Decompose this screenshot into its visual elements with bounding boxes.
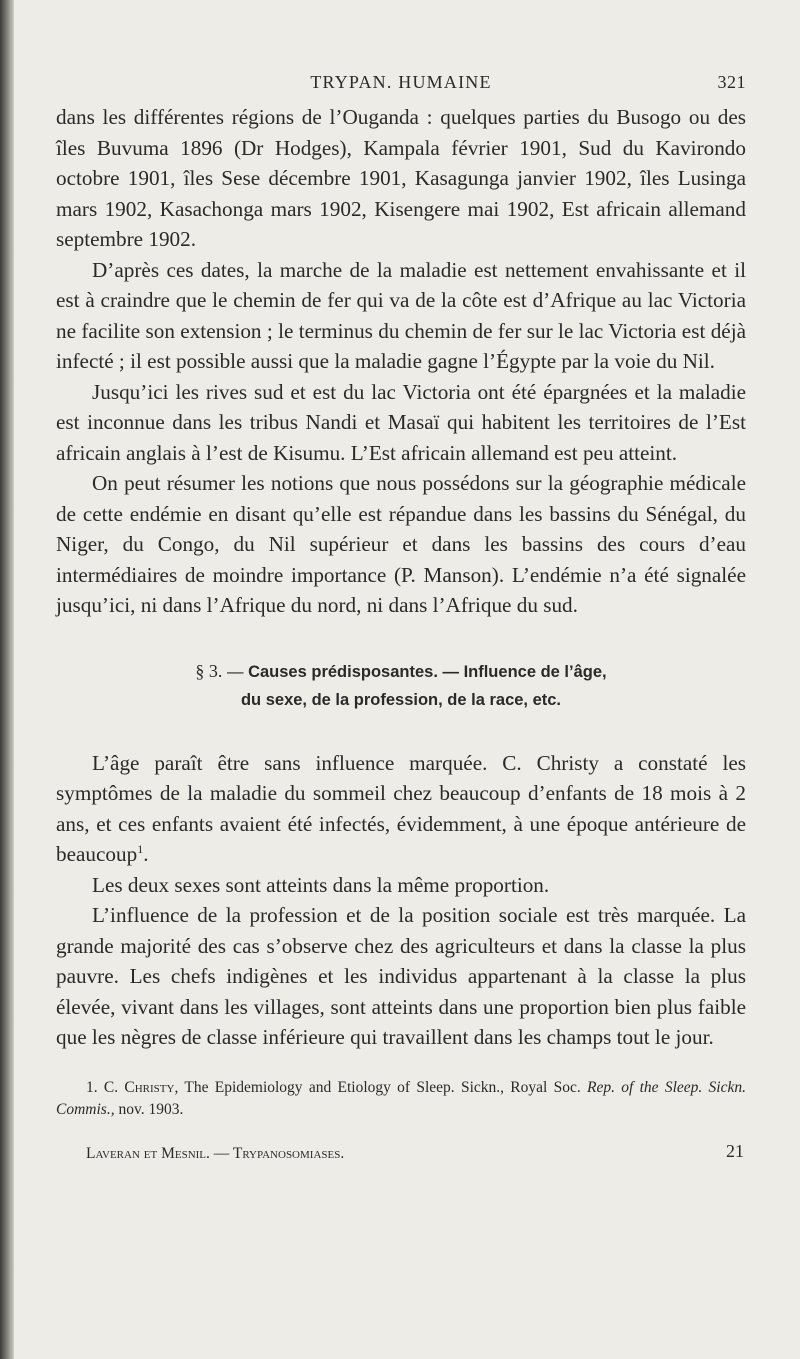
section-heading-line-2 <box>56 686 746 714</box>
body-text-top <box>56 102 746 621</box>
paragraph-7: L’influence de la profession et de la position sociale est très marquée. La grande majorité des cas s’observe chez des agriculteurs et dans la classe la plus pauvre. Les chefs indigènes et les individus appartenant à la classe la plus élevée, vivant dans les villages, sont atteints dans une proportion bien plus faible que les nègres de classe inférieure qui travaillent dans les champs tout le jour. <box>56 903 746 1049</box>
book-page <box>56 0 746 1171</box>
section-heading-line-1 <box>56 657 746 686</box>
footnote <box>56 1077 746 1121</box>
signature-authors: Laveran et Mesnil. — Trypanosomiases. <box>86 1144 345 1162</box>
footnote-author: C. Christy, <box>103 1078 179 1096</box>
signature-line <box>56 1141 746 1171</box>
footnote-reference[interactable]: 1 <box>137 841 144 856</box>
footnote-text: The Epidemiology and Etiology of Sleep. Sickn., Royal Soc. <box>184 1078 581 1096</box>
paragraph-5 <box>56 748 746 870</box>
paragraph-2: D’après ces dates, la marche de la maladie est nettement envahissante et il est à craindre que le chemin de fer qui va de la côte est d’Afrique au lac Victoria ne facilite son extension ; le terminus du chemin de fer sur le lac Victoria est déjà infecté ; il est possible aussi que la maladie gagne l’Égypte par la voie du Nil. <box>56 257 746 373</box>
page-number: 321 <box>717 72 746 92</box>
footnote-date: nov. 1903. <box>118 1100 184 1118</box>
paragraph-1: dans les différentes régions de l’Ouganda : quelques parties du Busogo ou des îles Buvuma 1896 (Dr Hodges), Kampala février 1901, Sud du Kavirondo octobre 1901, îles Sese décembre 1901, Kasagunga janvier 1902, îles Lusinga mars 1902, Kasachonga mars 1902, Kisengere mai 1902, Est africain allemand septembre 1902. <box>56 105 746 251</box>
footnote-journal: Rep. of the Sleep. Sickn. Commis., <box>56 1078 746 1118</box>
body-text-bottom <box>56 748 746 1053</box>
section-subtitle: du sexe, de la profession, de la race, etc. <box>240 690 562 709</box>
paragraph-5-end: . <box>143 842 149 866</box>
binding-gutter <box>0 0 14 1359</box>
paragraph-6: Les deux sexes sont atteints dans la même proportion. <box>92 872 550 897</box>
running-head-title: TRYPAN. HUMAINE <box>310 72 492 92</box>
section-dash: — <box>226 662 244 681</box>
paragraph-3: Jusqu’ici les rives sud et est du lac Victoria ont été épargnées et la maladie est inconnue dans les tribus Nandi et Masaï qui habitent les territoires de l’Est africain anglais à l’est de Kisumu. L’Est africain allemand est peu atteint. <box>56 379 746 465</box>
paragraph-4: On peut résumer les notions que nous possédons sur la géographie médicale de cette endémie en disant qu’elle est répandue dans les bassins du Sénégal, du Niger, du Congo, du Nil supérieur et dans les bassins des cours d’eau intermédiaires de moindre importance (P. Manson). L’endémie n’a été signalée jusqu’ici, ni dans l’Afrique du nord, ni dans l’Afrique du sud. <box>56 471 746 617</box>
sheet-number: 21 <box>726 1140 744 1161</box>
running-head <box>56 62 746 102</box>
section-heading <box>56 657 746 714</box>
paragraph-5-text: L’âge paraît être sans influence marquée. C. Christy a constaté les symptômes de la maladie du sommeil chez beaucoup d’enfants de 18 mois à 2 ans, et ces enfants avaient été infectés, évidemment, à une époque antérieure de beaucoup <box>56 750 746 866</box>
footnote-number: 1. <box>86 1078 98 1096</box>
section-title: Causes prédisposantes. — Influence de l’âge, <box>248 662 607 681</box>
section-mark: § 3. <box>195 660 223 681</box>
